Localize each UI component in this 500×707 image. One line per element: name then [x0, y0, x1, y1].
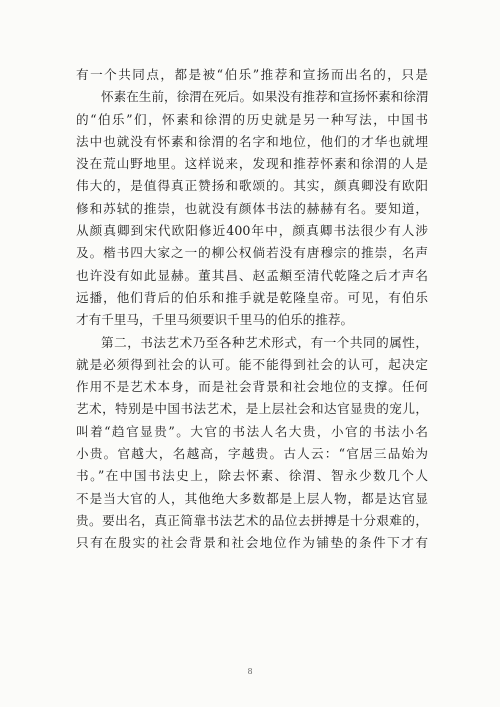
text-line: 就是必须得到社会的认可。能不能得到社会的认可，起决定	[76, 356, 428, 372]
text-line: 不是当大官的人，其他绝大多数都是上层人物，都是达官显	[76, 490, 428, 506]
text-line: 法中也就没有怀素和徐渭的名字和地位，他们的才华也就埋	[76, 133, 428, 149]
text-line: 从颜真卿到宋代欧阳修近400年中，颜真卿书法很少有人涉	[76, 223, 428, 239]
text-line: 修和苏轼的推崇，也就没有颜体书法的赫赫有名。要知道，	[76, 200, 428, 216]
text-line: 伟大的，是值得真正赞扬和歌颂的。其实，颜真卿没有欧阳	[76, 178, 428, 194]
body-text	[76, 64, 428, 555]
text-line: 叫着“趋官显贵”。大官的书法人名大贵，小官的书法小名	[76, 423, 428, 439]
text-line: 第二，书法艺术乃至各种艺术形式，有一个共同的属性，	[101, 334, 428, 350]
text-line: 才有千里马，千里马须要识千里马的伯乐的推荐。	[76, 312, 354, 328]
text-line: 怀素在生前，徐渭在死后。如果没有推荐和宣扬怀素和徐渭	[101, 89, 428, 105]
text-line: 的“伯乐”们，怀素和徐渭的历史就是另一种写法，中国书	[76, 111, 428, 127]
text-line: 只有在殷实的社会背景和社会地位作为铺垫的条件下才有	[76, 535, 428, 551]
text-line: 书。”在中国书法史上，除去怀素、徐渭、智永少数几个人	[76, 468, 428, 484]
text-line: 艺术，特别是中国书法艺术，是上层社会和达官显贵的宠儿，	[76, 401, 428, 417]
text-line: 也许没有如此显赫。董其昌、赵孟頫至清代乾隆之后才声名	[76, 267, 428, 283]
text-line: 远播，他们背后的伯乐和推手就是乾隆皇帝。可见，有伯乐	[76, 289, 428, 305]
text-line: 贵。要出名，真正简靠书法艺术的品位去拼搏是十分艰难的，	[76, 512, 428, 528]
text-line: 及。楷书四大家之一的柳公权倘若没有唐穆宗的推崇，名声	[76, 245, 428, 261]
text-line: 有一个共同点，都是被“伯乐”推荐和宣扬而出名的，只是	[76, 67, 428, 82]
text-line: 小贵。官越大，名越高，字越贵。古人云：“官居三品始为	[76, 446, 428, 462]
page-number: 8	[247, 667, 253, 676]
text-line: 作用不是艺术本身，而是社会背景和社会地位的支撑。任何	[76, 379, 428, 395]
text-line: 没在荒山野地里。这样说来，发现和推荐怀素和徐渭的人是	[76, 156, 428, 172]
